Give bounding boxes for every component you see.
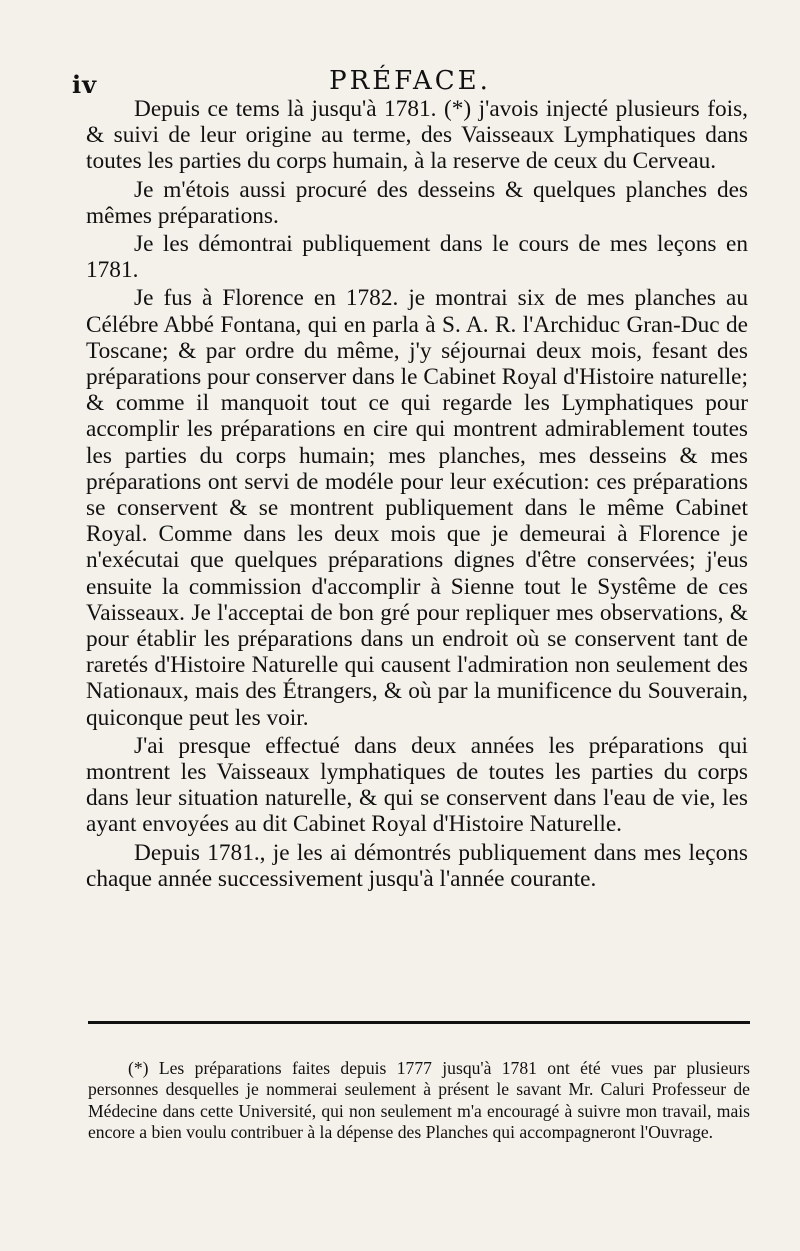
page-number: iv	[72, 70, 98, 99]
paragraph: J'ai presque effectué dans deux années les préparations qui montrent les Vaisseaux lymphatiques de toutes les parties du corps dans leur situation naturelle, & qui se conservent dans l'eau de vie, les ayant envoyées au dit Cabinet Royal d'Histoire Naturelle.	[86, 732, 748, 838]
page-header	[0, 66, 800, 100]
paragraph: Depuis 1781., je les ai démontrés publiquement dans mes leçons chaque année successivement jusqu'à l'année courante.	[86, 839, 748, 892]
paragraph: Je fus à Florence en 1782. je montrai six de mes planches au Célébre Abbé Fontana, qui en parla à S. A. R. l'Archiduc Gran-Duc de Toscane; & par ordre du même, j'y séjournai deux mois, fesant des préparations pour conserver dans le Cabinet Royal d'Histoire naturelle; & comme il manquoit tout ce qui regarde les Lymphatiques pour accomplir les préparations en cire qui montrent admirablement toutes les parties du corps humain; mes planches, mes desseins & mes préparations ont servi de modéle pour leur exécution: ces préparations se conservent & se montrent publiquement dans le même Cabinet Royal. Comme dans les deux mois que je demeurai à Florence je n'exécutai que quelques préparations dignes d'être conservées; j'eus ensuite la commission d'accomplir à Sienne tout le Systême de ces Vaisseaux. Je l'acceptai de bon gré pour repliquer mes observations, & pour établir les préparations dans un endroit où se conservent tant de raretés d'Histoire Naturelle qui causent l'admiration non seulement des Nationaux, mais des Étrangers, & où par la munificence du Souverain, quiconque peut les voir.	[86, 285, 748, 731]
paragraph: Je les démontrai publiquement dans le cours de mes leçons en 1781.	[86, 231, 748, 284]
running-title: PRÉFACE.	[329, 66, 491, 96]
footnote	[88, 1058, 750, 1143]
main-text	[86, 96, 748, 894]
paragraph: Je m'étois aussi procuré des desseins & quelques planches des mêmes préparations.	[86, 176, 748, 229]
paragraph: Depuis ce tems là jusqu'à 1781. (*) j'avois injecté plusieurs fois, & suivi de leur origine au terme, des Vaisseaux Lymphatiques dans toutes les parties du corps humain, à la reserve de ceux du Cerveau.	[86, 96, 748, 175]
footnote-text: (*) Les préparations faites depuis 1777 jusqu'à 1781 ont été vues par plusieurs personnes desquelles je nommerai seulement à présent le savant Mr. Caluri Professeur de Médecine dans cette Université, qui non seulement m'a encouragé à suivre mon travail, mais encore a bien voulu contribuer à la dépense des Planches qui accompagneront l'Ouvrage.	[88, 1058, 750, 1142]
footnote-separator-rule	[88, 1021, 750, 1024]
